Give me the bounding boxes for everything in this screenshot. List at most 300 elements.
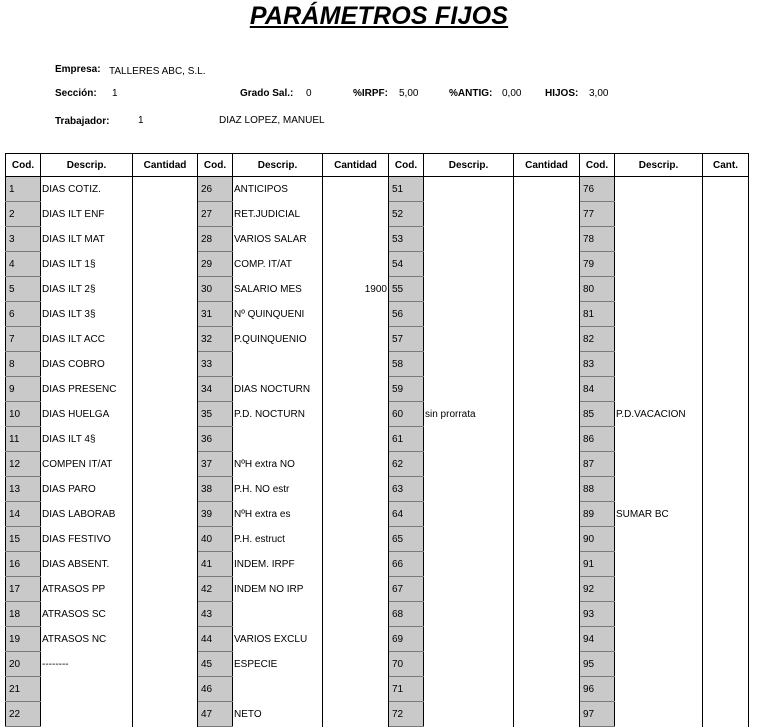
code-cell: 52 [389, 202, 424, 227]
description-cell: DIAS ILT ENF [41, 202, 133, 227]
description-cell [615, 477, 703, 502]
description-cell [424, 527, 514, 552]
quantity-cell [703, 527, 749, 552]
description-cell: DIAS ILT MAT [41, 227, 133, 252]
quantity-cell [133, 352, 198, 377]
description-cell [424, 327, 514, 352]
antig-label: %ANTIG: [449, 88, 493, 99]
trabajador-name: DIAZ LOPEZ, MANUEL [219, 115, 325, 126]
code-cell: 80 [580, 277, 615, 302]
code-cell: 28 [198, 227, 233, 252]
column-header: Cantidad [323, 154, 389, 177]
code-cell: 70 [389, 652, 424, 677]
quantity-cell [703, 702, 749, 727]
quantity-cell [133, 402, 198, 427]
code-cell: 26 [198, 177, 233, 202]
description-cell [424, 627, 514, 652]
quantity-cell [703, 577, 749, 602]
code-cell: 90 [580, 527, 615, 552]
code-cell: 36 [198, 427, 233, 452]
quantity-cell [133, 302, 198, 327]
antig-value: 0,00 [502, 88, 522, 99]
quantity-cell [133, 627, 198, 652]
description-cell [615, 677, 703, 702]
code-cell: 29 [198, 252, 233, 277]
description-cell: SUMAR BC [615, 502, 703, 527]
quantity-cell [703, 627, 749, 652]
quantity-cell [514, 577, 580, 602]
description-cell [424, 452, 514, 477]
description-cell [615, 352, 703, 377]
code-cell: 91 [580, 552, 615, 577]
description-cell: ATRASOS SC [41, 602, 133, 627]
column-header: Cod. [198, 154, 233, 177]
code-cell: 1 [6, 177, 41, 202]
code-cell: 67 [389, 577, 424, 602]
code-cell: 37 [198, 452, 233, 477]
table-row [6, 227, 749, 252]
description-cell: DIAS ILT 2§ [41, 277, 133, 302]
description-cell [424, 577, 514, 602]
description-cell [424, 377, 514, 402]
code-cell: 71 [389, 677, 424, 702]
description-cell: DIAS HUELGA [41, 402, 133, 427]
description-cell: P.H. estruct [233, 527, 323, 552]
description-cell [615, 452, 703, 477]
description-cell [424, 352, 514, 377]
code-cell: 16 [6, 552, 41, 577]
quantity-cell [323, 502, 389, 527]
quantity-cell [133, 452, 198, 477]
table-row [6, 552, 749, 577]
column-header: Cantidad [514, 154, 580, 177]
description-cell [41, 702, 133, 727]
code-cell: 8 [6, 352, 41, 377]
description-cell: NETO [233, 702, 323, 727]
code-cell: 45 [198, 652, 233, 677]
code-cell: 96 [580, 677, 615, 702]
code-cell: 66 [389, 552, 424, 577]
quantity-cell [514, 527, 580, 552]
trabajador-label: Trabajador: [55, 116, 110, 127]
table-row [6, 577, 749, 602]
description-cell: DIAS NOCTURN [233, 377, 323, 402]
description-cell: DIAS PARO [41, 477, 133, 502]
description-cell: DIAS ABSENT. [41, 552, 133, 577]
description-cell [424, 302, 514, 327]
quantity-cell [514, 202, 580, 227]
code-cell: 43 [198, 602, 233, 627]
quantity-cell [703, 427, 749, 452]
code-cell: 92 [580, 577, 615, 602]
quantity-cell [323, 202, 389, 227]
description-cell [615, 527, 703, 552]
code-cell: 5 [6, 277, 41, 302]
code-cell: 56 [389, 302, 424, 327]
code-cell: 55 [389, 277, 424, 302]
code-cell: 42 [198, 577, 233, 602]
description-cell [424, 602, 514, 627]
description-cell [615, 552, 703, 577]
quantity-cell [514, 302, 580, 327]
description-cell: ATRASOS PP [41, 577, 133, 602]
quantity-cell [703, 502, 749, 527]
hijos-value: 3,00 [589, 88, 609, 99]
column-header: Cod. [6, 154, 41, 177]
description-cell [424, 252, 514, 277]
description-cell: -------- [41, 652, 133, 677]
description-cell: ANTICIPOS [233, 177, 323, 202]
description-cell [424, 502, 514, 527]
description-cell [424, 652, 514, 677]
description-cell: ESPECIE [233, 652, 323, 677]
quantity-cell [133, 277, 198, 302]
code-cell: 78 [580, 227, 615, 252]
code-cell: 83 [580, 352, 615, 377]
code-cell: 93 [580, 602, 615, 627]
code-cell: 22 [6, 702, 41, 727]
page-title: PARÁMETROS FIJOS [249, 2, 509, 30]
quantity-cell [703, 677, 749, 702]
description-cell [615, 327, 703, 352]
irpf-label: %IRPF: [353, 88, 388, 99]
description-cell: P.D.VACACION [615, 402, 703, 427]
quantity-cell [703, 327, 749, 352]
description-cell: VARIOS EXCLU [233, 627, 323, 652]
code-cell: 11 [6, 427, 41, 452]
code-cell: 14 [6, 502, 41, 527]
quantity-cell [703, 452, 749, 477]
description-cell: P.QUINQUENIO [233, 327, 323, 352]
column-header: Descrip. [233, 154, 323, 177]
quantity-cell: 1900 [323, 277, 389, 302]
quantity-cell [514, 277, 580, 302]
code-cell: 62 [389, 452, 424, 477]
quantity-cell [133, 202, 198, 227]
description-cell [41, 677, 133, 702]
quantity-cell [323, 452, 389, 477]
code-cell: 47 [198, 702, 233, 727]
irpf-value: 5,00 [399, 88, 419, 99]
quantity-cell [514, 352, 580, 377]
quantity-cell [703, 352, 749, 377]
description-cell [424, 552, 514, 577]
quantity-cell [323, 677, 389, 702]
quantity-cell [323, 377, 389, 402]
table-row [6, 302, 749, 327]
quantity-cell [703, 652, 749, 677]
quantity-cell [133, 477, 198, 502]
hijos-label: HIJOS: [545, 88, 579, 99]
column-header: Descrip. [615, 154, 703, 177]
empresa-value: TALLERES ABC, S.L. [109, 66, 206, 77]
description-cell: INDEM NO IRP [233, 577, 323, 602]
description-cell [615, 252, 703, 277]
quantity-cell [514, 677, 580, 702]
description-cell [424, 702, 514, 727]
description-cell [233, 352, 323, 377]
code-cell: 58 [389, 352, 424, 377]
quantity-cell [323, 652, 389, 677]
trabajador-code: 1 [138, 115, 144, 126]
code-cell: 6 [6, 302, 41, 327]
code-cell: 18 [6, 602, 41, 627]
quantity-cell [323, 302, 389, 327]
quantity-cell [514, 552, 580, 577]
quantity-cell [323, 552, 389, 577]
column-header: Descrip. [424, 154, 514, 177]
quantity-cell [514, 502, 580, 527]
description-cell [424, 277, 514, 302]
description-cell [615, 702, 703, 727]
quantity-cell [133, 652, 198, 677]
code-cell: 2 [6, 202, 41, 227]
quantity-cell [133, 227, 198, 252]
code-cell: 88 [580, 477, 615, 502]
description-cell [424, 477, 514, 502]
quantity-cell [514, 477, 580, 502]
description-cell [615, 652, 703, 677]
description-cell: COMPEN IT/AT [41, 452, 133, 477]
description-cell: INDEM. IRPF [233, 552, 323, 577]
quantity-cell [323, 252, 389, 277]
table-row [6, 627, 749, 652]
quantity-cell [323, 477, 389, 502]
description-cell: P.D. NOCTURN [233, 402, 323, 427]
quantity-cell [703, 302, 749, 327]
code-cell: 10 [6, 402, 41, 427]
quantity-cell [133, 177, 198, 202]
quantity-cell [323, 702, 389, 727]
code-cell: 69 [389, 627, 424, 652]
code-cell: 94 [580, 627, 615, 652]
column-header: Descrip. [41, 154, 133, 177]
quantity-cell [133, 502, 198, 527]
quantity-cell [703, 552, 749, 577]
code-cell: 97 [580, 702, 615, 727]
code-cell: 40 [198, 527, 233, 552]
description-cell [615, 302, 703, 327]
description-cell: DIAS COBRO [41, 352, 133, 377]
code-cell: 61 [389, 427, 424, 452]
seccion-value: 1 [112, 88, 118, 99]
code-cell: 27 [198, 202, 233, 227]
code-cell: 19 [6, 627, 41, 652]
description-cell: DIAS ILT 1§ [41, 252, 133, 277]
code-cell: 63 [389, 477, 424, 502]
code-cell: 82 [580, 327, 615, 352]
description-cell [615, 227, 703, 252]
code-cell: 51 [389, 177, 424, 202]
grado-label: Grado Sal.: [240, 88, 294, 99]
quantity-cell [133, 602, 198, 627]
quantity-cell [514, 452, 580, 477]
code-cell: 46 [198, 677, 233, 702]
quantity-cell [703, 377, 749, 402]
table-row [6, 677, 749, 702]
description-cell [233, 602, 323, 627]
quantity-cell [133, 702, 198, 727]
code-cell: 84 [580, 377, 615, 402]
code-cell: 65 [389, 527, 424, 552]
table-row [6, 252, 749, 277]
description-cell: DIAS ILT 3§ [41, 302, 133, 327]
code-cell: 44 [198, 627, 233, 652]
code-cell: 34 [198, 377, 233, 402]
description-cell: COMP. IT/AT [233, 252, 323, 277]
table-row [6, 377, 749, 402]
quantity-cell [514, 252, 580, 277]
code-cell: 38 [198, 477, 233, 502]
quantity-cell [133, 677, 198, 702]
quantity-cell [133, 427, 198, 452]
description-cell [233, 677, 323, 702]
code-cell: 7 [6, 327, 41, 352]
quantity-cell [514, 177, 580, 202]
description-cell: SALARIO MES [233, 277, 323, 302]
quantity-cell [703, 602, 749, 627]
table-row [6, 327, 749, 352]
table-row [6, 177, 749, 202]
code-cell: 95 [580, 652, 615, 677]
table-row [6, 402, 749, 427]
code-cell: 79 [580, 252, 615, 277]
code-cell: 13 [6, 477, 41, 502]
code-cell: 53 [389, 227, 424, 252]
table-row [6, 702, 749, 727]
description-cell [615, 577, 703, 602]
code-cell: 35 [198, 402, 233, 427]
quantity-cell [703, 477, 749, 502]
quantity-cell [133, 577, 198, 602]
quantity-cell [133, 527, 198, 552]
quantity-cell [133, 327, 198, 352]
column-header: Cant. [703, 154, 749, 177]
code-cell: 77 [580, 202, 615, 227]
code-cell: 81 [580, 302, 615, 327]
code-cell: 57 [389, 327, 424, 352]
code-cell: 3 [6, 227, 41, 252]
description-cell [424, 227, 514, 252]
quantity-cell [703, 252, 749, 277]
code-cell: 72 [389, 702, 424, 727]
code-cell: 32 [198, 327, 233, 352]
code-cell: 9 [6, 377, 41, 402]
quantity-cell [514, 402, 580, 427]
description-cell: Nº QUINQUENI [233, 302, 323, 327]
quantity-cell [323, 177, 389, 202]
quantity-cell [703, 402, 749, 427]
quantity-cell [514, 702, 580, 727]
description-cell [233, 427, 323, 452]
description-cell: DIAS COTIZ. [41, 177, 133, 202]
parametros-table [5, 153, 749, 727]
code-cell: 20 [6, 652, 41, 677]
code-cell: 60 [389, 402, 424, 427]
quantity-cell [323, 327, 389, 352]
code-cell: 59 [389, 377, 424, 402]
description-cell: NºH extra NO [233, 452, 323, 477]
quantity-cell [323, 227, 389, 252]
quantity-cell [514, 602, 580, 627]
table-row [6, 602, 749, 627]
description-cell [615, 627, 703, 652]
description-cell: DIAS ILT 4§ [41, 427, 133, 452]
code-cell: 4 [6, 252, 41, 277]
quantity-cell [703, 177, 749, 202]
quantity-cell [703, 202, 749, 227]
quantity-cell [133, 252, 198, 277]
code-cell: 12 [6, 452, 41, 477]
code-cell: 30 [198, 277, 233, 302]
description-cell: RET.JUDICIAL [233, 202, 323, 227]
code-cell: 68 [389, 602, 424, 627]
code-cell: 39 [198, 502, 233, 527]
code-cell: 85 [580, 402, 615, 427]
quantity-cell [323, 602, 389, 627]
table-row [6, 477, 749, 502]
table-row [6, 652, 749, 677]
code-cell: 87 [580, 452, 615, 477]
description-cell [424, 177, 514, 202]
table-row [6, 277, 749, 302]
quantity-cell [514, 327, 580, 352]
description-cell [424, 427, 514, 452]
code-cell: 86 [580, 427, 615, 452]
quantity-cell [514, 627, 580, 652]
quantity-cell [323, 427, 389, 452]
code-cell: 76 [580, 177, 615, 202]
description-cell [615, 427, 703, 452]
description-cell: sin prorrata [424, 402, 514, 427]
code-cell: 15 [6, 527, 41, 552]
quantity-cell [323, 627, 389, 652]
table-row [6, 427, 749, 452]
table-row [6, 527, 749, 552]
quantity-cell [323, 352, 389, 377]
description-cell: DIAS FESTIVO [41, 527, 133, 552]
quantity-cell [133, 552, 198, 577]
empresa-label: Empresa: [55, 64, 101, 75]
quantity-cell [703, 227, 749, 252]
code-cell: 33 [198, 352, 233, 377]
code-cell: 31 [198, 302, 233, 327]
column-header: Cod. [389, 154, 424, 177]
description-cell [615, 277, 703, 302]
description-cell [615, 377, 703, 402]
code-cell: 17 [6, 577, 41, 602]
code-cell: 54 [389, 252, 424, 277]
column-header: Cantidad [133, 154, 198, 177]
table-row [6, 202, 749, 227]
description-cell [615, 202, 703, 227]
description-cell: DIAS ILT ACC [41, 327, 133, 352]
quantity-cell [323, 402, 389, 427]
code-cell: 41 [198, 552, 233, 577]
table-row [6, 352, 749, 377]
description-cell: ATRASOS NC [41, 627, 133, 652]
quantity-cell [514, 652, 580, 677]
grado-value: 0 [306, 88, 312, 99]
description-cell: NºH extra es [233, 502, 323, 527]
description-cell: DIAS PRESENC [41, 377, 133, 402]
quantity-cell [323, 527, 389, 552]
table-row [6, 452, 749, 477]
description-cell: VARIOS SALAR [233, 227, 323, 252]
seccion-label: Sección: [55, 88, 97, 99]
table-row [6, 502, 749, 527]
description-cell: DIAS LABORAB [41, 502, 133, 527]
